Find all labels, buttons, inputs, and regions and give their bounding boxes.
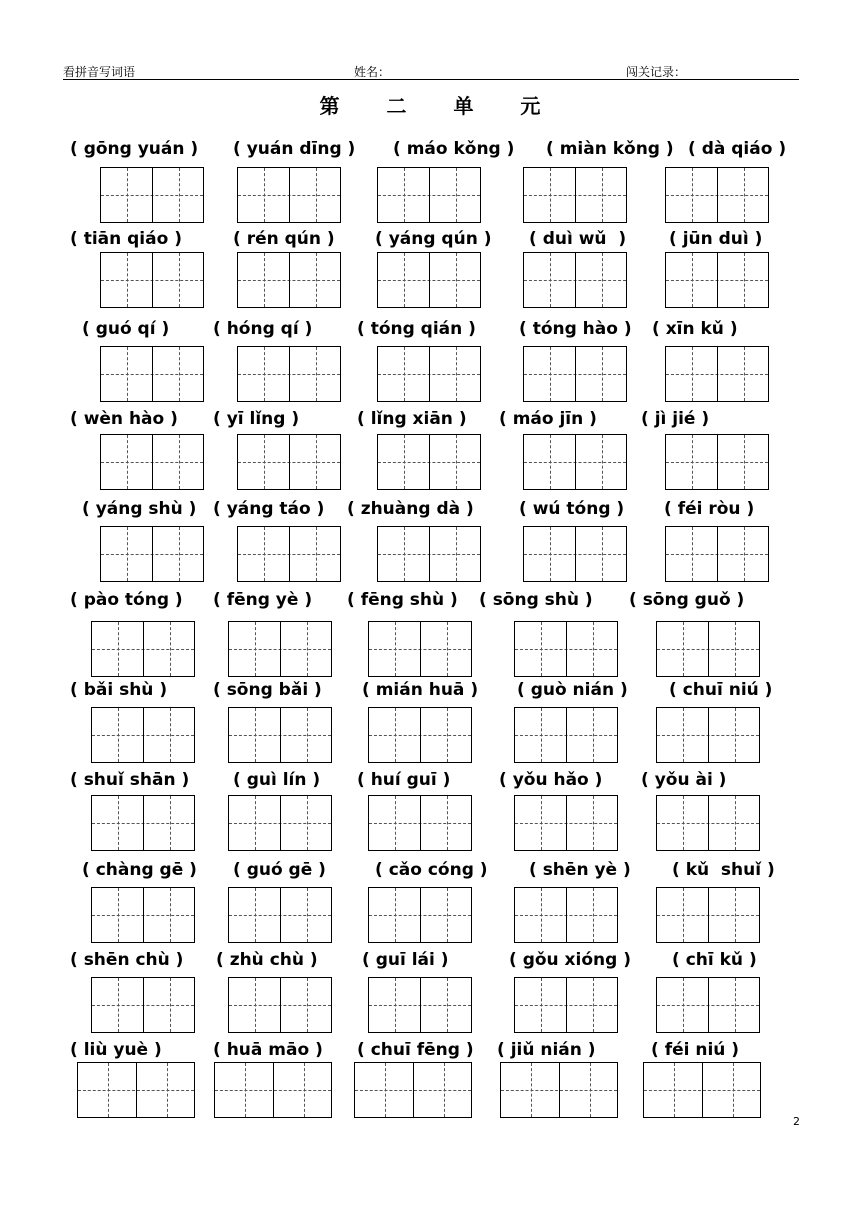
pinyin-prompt: ( shēn chù ) (70, 950, 184, 970)
pinyin-prompt: ( jì jié ) (641, 409, 710, 429)
writing-box[interactable] (656, 795, 760, 851)
writing-box[interactable] (237, 252, 341, 308)
writing-box[interactable] (665, 252, 769, 308)
char-divider (143, 888, 144, 942)
pinyin-prompt: ( rén qún ) (233, 229, 335, 249)
char-divider (717, 435, 718, 489)
writing-box[interactable] (91, 795, 195, 851)
pinyin-prompt: ( zhù chù ) (216, 950, 318, 970)
char-divider (575, 168, 576, 222)
char-divider (420, 796, 421, 850)
writing-box[interactable] (368, 887, 472, 943)
pinyin-prompt: ( jūn duì ) (669, 229, 763, 249)
writing-box[interactable] (228, 795, 332, 851)
writing-box[interactable] (656, 977, 760, 1033)
pinyin-prompt: ( tiān qiáo ) (70, 229, 182, 249)
pinyin-prompt: ( hóng qí ) (213, 319, 313, 339)
writing-box[interactable] (228, 977, 332, 1033)
writing-box[interactable] (377, 346, 481, 402)
writing-box[interactable] (643, 1062, 761, 1118)
writing-box[interactable] (237, 526, 341, 582)
writing-box[interactable] (368, 795, 472, 851)
writing-box[interactable] (214, 1062, 332, 1118)
writing-box[interactable] (656, 887, 760, 943)
writing-box[interactable] (91, 621, 195, 677)
char-divider (429, 168, 430, 222)
writing-box[interactable] (523, 526, 627, 582)
writing-box[interactable] (368, 977, 472, 1033)
char-divider (289, 253, 290, 307)
writing-box[interactable] (514, 795, 618, 851)
header-rule (63, 79, 799, 80)
pinyin-prompt: ( duì wǔ ) (529, 229, 627, 249)
char-divider (429, 435, 430, 489)
pinyin-prompt: ( wèn hào ) (70, 409, 178, 429)
writing-box[interactable] (91, 707, 195, 763)
pinyin-prompt: ( bǎi shù ) (70, 680, 168, 700)
char-divider (280, 708, 281, 762)
writing-box[interactable] (77, 1062, 195, 1118)
char-divider (702, 1063, 703, 1117)
char-divider (566, 978, 567, 1032)
char-divider (273, 1063, 274, 1117)
char-divider (420, 978, 421, 1032)
writing-box[interactable] (377, 167, 481, 223)
pinyin-prompt: ( wú tóng ) (519, 499, 625, 519)
pinyin-prompt: ( chàng gē ) (82, 860, 197, 880)
char-divider (280, 622, 281, 676)
writing-box[interactable] (100, 346, 204, 402)
pinyin-prompt: ( guó qí ) (82, 319, 170, 339)
writing-box[interactable] (665, 167, 769, 223)
pinyin-prompt: ( fēng shù ) (347, 590, 458, 610)
writing-box[interactable] (665, 526, 769, 582)
page-title: 第 二 单 元 (319, 94, 561, 118)
char-divider (143, 796, 144, 850)
pinyin-prompt: ( chī kǔ ) (672, 950, 757, 970)
char-divider (575, 253, 576, 307)
pinyin-prompt: ( yáng qún ) (375, 229, 492, 249)
pinyin-prompt: ( lǐng xiān ) (357, 409, 467, 429)
pinyin-prompt: ( yǒu hǎo ) (499, 770, 603, 790)
pinyin-prompt: ( yáng táo ) (213, 499, 325, 519)
pinyin-prompt: ( guì lín ) (233, 770, 321, 790)
pinyin-prompt: ( mián huā ) (362, 680, 479, 700)
pinyin-prompt: ( yǒu ài ) (641, 770, 727, 790)
char-divider (280, 796, 281, 850)
char-divider (429, 253, 430, 307)
char-divider (143, 978, 144, 1032)
char-divider (152, 435, 153, 489)
char-divider (413, 1063, 414, 1117)
writing-box[interactable] (500, 1062, 618, 1118)
writing-box[interactable] (368, 621, 472, 677)
writing-box[interactable] (100, 167, 204, 223)
char-divider (429, 347, 430, 401)
pinyin-prompt: ( féi niú ) (651, 1040, 740, 1060)
char-divider (566, 708, 567, 762)
char-divider (152, 253, 153, 307)
char-divider (289, 347, 290, 401)
pinyin-prompt: ( yī lǐng ) (213, 409, 300, 429)
writing-box[interactable] (656, 707, 760, 763)
char-divider (717, 168, 718, 222)
char-divider (575, 527, 576, 581)
pinyin-prompt: ( huā māo ) (213, 1040, 323, 1060)
pinyin-prompt: ( dà qiáo ) (688, 139, 787, 159)
writing-box[interactable] (237, 434, 341, 490)
page-number: 2 (793, 1115, 800, 1128)
name-field (354, 63, 518, 80)
char-divider (566, 622, 567, 676)
char-divider (717, 347, 718, 401)
char-divider (708, 978, 709, 1032)
pinyin-prompt: ( guò nián ) (517, 680, 628, 700)
char-divider (429, 527, 430, 581)
char-divider (420, 708, 421, 762)
char-divider (143, 708, 144, 762)
pinyin-prompt: ( fēng yè ) (213, 590, 313, 610)
char-divider (708, 888, 709, 942)
writing-box[interactable] (523, 434, 627, 490)
worksheet-type: 看拼音写词语 (63, 65, 136, 79)
pinyin-prompt: ( tóng qián ) (357, 319, 476, 339)
char-divider (289, 168, 290, 222)
char-divider (708, 708, 709, 762)
record-field (626, 63, 756, 80)
writing-box[interactable] (377, 252, 481, 308)
pinyin-prompt: ( jiǔ nián ) (497, 1040, 596, 1060)
char-divider (152, 527, 153, 581)
writing-box[interactable] (91, 977, 195, 1033)
pinyin-prompt: ( huí guī ) (357, 770, 451, 790)
writing-box[interactable] (237, 346, 341, 402)
char-divider (566, 888, 567, 942)
writing-box[interactable] (228, 887, 332, 943)
pinyin-prompt: ( yuán dīng ) (233, 139, 356, 159)
char-divider (280, 888, 281, 942)
char-divider (152, 168, 153, 222)
writing-box[interactable] (665, 434, 769, 490)
writing-box[interactable] (100, 526, 204, 582)
page-header (63, 60, 797, 80)
pinyin-prompt: ( sōng bǎi ) (213, 680, 322, 700)
writing-box[interactable] (523, 252, 627, 308)
writing-box[interactable] (523, 167, 627, 223)
char-divider (717, 527, 718, 581)
pinyin-prompt: ( yáng shù ) (82, 499, 197, 519)
pinyin-prompt: ( miàn kǒng ) (546, 139, 674, 159)
char-divider (708, 796, 709, 850)
writing-box[interactable] (514, 977, 618, 1033)
pinyin-prompt: ( guó gē ) (233, 860, 326, 880)
pinyin-prompt: ( máo jīn ) (499, 409, 597, 429)
pinyin-prompt: ( shēn yè ) (529, 860, 631, 880)
char-divider (559, 1063, 560, 1117)
char-divider (420, 888, 421, 942)
char-divider (566, 796, 567, 850)
pinyin-prompt: ( guī lái ) (362, 950, 449, 970)
writing-box[interactable] (91, 887, 195, 943)
pinyin-prompt: ( féi ròu ) (664, 499, 755, 519)
char-divider (575, 435, 576, 489)
writing-box[interactable] (354, 1062, 472, 1118)
writing-box[interactable] (514, 707, 618, 763)
pinyin-prompt: ( tóng hào ) (519, 319, 632, 339)
writing-box[interactable] (656, 621, 760, 677)
pinyin-prompt: ( kǔ shuǐ ) (672, 860, 775, 880)
pinyin-prompt: ( chuī fēng ) (357, 1040, 474, 1060)
pinyin-prompt: ( zhuàng dà ) (347, 499, 474, 519)
writing-box[interactable] (377, 434, 481, 490)
pinyin-prompt: ( cǎo cóng ) (375, 860, 488, 880)
pinyin-prompt: ( chuī niú ) (669, 680, 773, 700)
char-divider (289, 527, 290, 581)
char-divider (575, 347, 576, 401)
writing-box[interactable] (100, 434, 204, 490)
writing-box[interactable] (377, 526, 481, 582)
pinyin-prompt: ( sōng shù ) (479, 590, 593, 610)
char-divider (717, 253, 718, 307)
char-divider (280, 978, 281, 1032)
writing-box[interactable] (514, 621, 618, 677)
name-label: 姓名： (354, 65, 391, 79)
char-divider (289, 435, 290, 489)
writing-box[interactable] (100, 252, 204, 308)
pinyin-prompt: ( gǒu xióng ) (509, 950, 631, 970)
pinyin-prompt: ( xīn kǔ ) (652, 319, 738, 339)
char-divider (143, 622, 144, 676)
pinyin-prompt: ( shuǐ shān ) (70, 770, 190, 790)
writing-box[interactable] (228, 707, 332, 763)
writing-box[interactable] (228, 621, 332, 677)
char-divider (708, 622, 709, 676)
char-divider (136, 1063, 137, 1117)
writing-box[interactable] (368, 707, 472, 763)
char-divider (420, 622, 421, 676)
pinyin-prompt: ( máo kǒng ) (393, 139, 515, 159)
pinyin-prompt: ( sōng guǒ ) (629, 590, 745, 610)
writing-box[interactable] (514, 887, 618, 943)
writing-box[interactable] (665, 346, 769, 402)
pinyin-prompt: ( gōng yuán ) (70, 139, 199, 159)
char-divider (152, 347, 153, 401)
writing-box[interactable] (523, 346, 627, 402)
pinyin-prompt: ( liù yuè ) (70, 1040, 162, 1060)
writing-box[interactable] (237, 167, 341, 223)
pinyin-prompt: ( pào tóng ) (70, 590, 183, 610)
record-label: 闯关记录： (626, 65, 687, 79)
